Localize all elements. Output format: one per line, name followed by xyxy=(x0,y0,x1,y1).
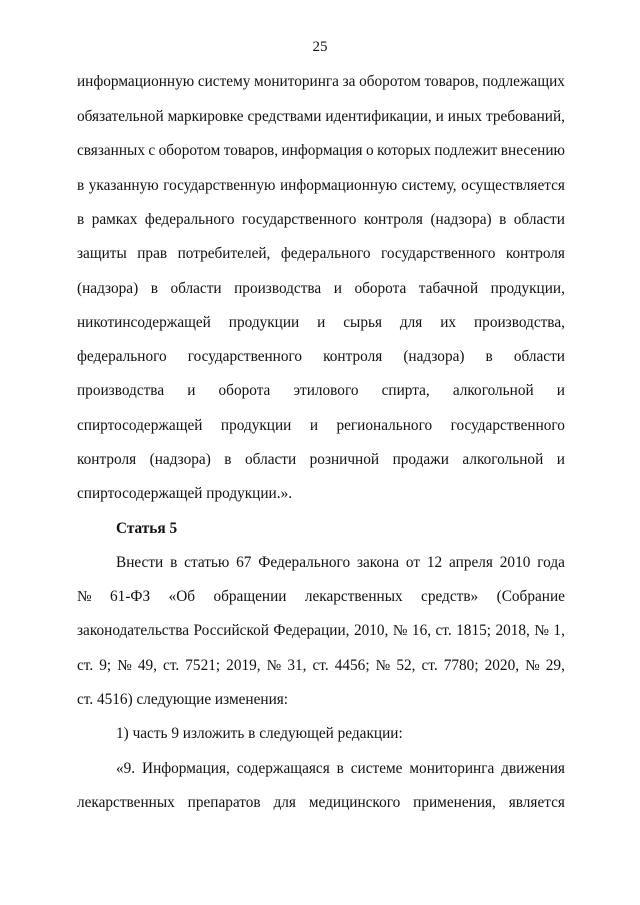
word: № xyxy=(392,622,408,639)
word: иных xyxy=(447,108,483,125)
word: регионального xyxy=(336,417,433,434)
word: статью xyxy=(184,554,230,571)
word: которых xyxy=(377,142,431,159)
word: производства, xyxy=(474,314,565,331)
word: 4456; xyxy=(334,657,370,674)
word: ст. xyxy=(312,657,329,674)
word: федерального xyxy=(280,245,371,262)
word: маркировке xyxy=(167,108,244,125)
word: 52, xyxy=(396,657,416,674)
word: розничной xyxy=(309,451,380,468)
word: в xyxy=(224,451,232,468)
word: ст. xyxy=(163,657,180,674)
word: в xyxy=(336,760,344,777)
word: содержащаяся xyxy=(236,760,330,777)
word: 2010 xyxy=(499,554,531,571)
word: области xyxy=(513,348,565,365)
word: 2020, xyxy=(484,657,520,674)
word: 16, xyxy=(411,622,432,639)
text-line xyxy=(77,210,565,230)
word: «9. xyxy=(116,760,136,777)
word: сырья xyxy=(343,314,382,331)
word: спирта, xyxy=(381,382,430,399)
word: их xyxy=(440,314,457,331)
word: № xyxy=(375,657,391,674)
word: области xyxy=(245,451,297,468)
word: 2010, xyxy=(353,622,389,639)
word: продукции xyxy=(228,314,300,331)
text-line xyxy=(116,759,565,779)
word: закона xyxy=(356,554,400,571)
word: ст. xyxy=(77,657,94,674)
word: 7780; xyxy=(443,657,479,674)
word: с xyxy=(148,142,156,159)
word: применения, xyxy=(413,794,496,811)
word: № xyxy=(117,657,132,674)
word: контроля xyxy=(505,245,565,262)
word: государственную xyxy=(163,177,276,194)
word: за xyxy=(342,73,356,90)
word: 61-ФЗ xyxy=(110,588,151,605)
word: Внести xyxy=(116,554,164,571)
text-line: ст. 4516) следующие изменения: xyxy=(77,691,289,708)
word: 31, xyxy=(287,657,307,674)
word: в xyxy=(485,348,493,365)
word: внесению xyxy=(500,142,565,159)
word: оборотом xyxy=(359,73,421,90)
word: 2019, xyxy=(226,657,261,674)
text-line xyxy=(77,621,565,641)
text-line xyxy=(77,416,565,436)
text-line xyxy=(77,793,565,813)
word: в xyxy=(77,211,85,228)
word: (надзора) xyxy=(403,348,465,365)
word: осуществляется xyxy=(461,177,565,194)
text-line xyxy=(77,347,565,367)
word: никотинсодержащей xyxy=(77,314,211,331)
word: (Собрание xyxy=(496,588,565,605)
word: в xyxy=(150,280,158,297)
word: в xyxy=(170,554,178,571)
word: защиты xyxy=(77,245,127,262)
word: лекарственных xyxy=(77,794,175,811)
word: (надзора) xyxy=(149,451,211,468)
word: № xyxy=(525,657,540,674)
word: является xyxy=(508,794,565,811)
word: федерального xyxy=(77,348,167,365)
word: 67 xyxy=(236,554,252,571)
text-line: спиртосодержащей продукции.». xyxy=(77,485,293,502)
word: движения xyxy=(501,760,565,777)
word: (надзора) xyxy=(430,211,492,228)
word: и xyxy=(556,382,565,399)
word: 2018, xyxy=(495,622,530,639)
word: препаратов xyxy=(187,794,261,811)
word: законодательства xyxy=(77,622,190,639)
word: и xyxy=(435,108,444,125)
word: этилового xyxy=(293,382,359,399)
word: потребителей, xyxy=(177,245,271,262)
text-line xyxy=(77,244,565,264)
word: продажи xyxy=(392,451,449,468)
word: апреля xyxy=(449,554,493,571)
word: контроля xyxy=(323,348,383,365)
word: и xyxy=(333,280,342,297)
text-line xyxy=(77,141,565,161)
word: Федерального xyxy=(258,554,351,571)
word: Федерации, xyxy=(273,622,350,639)
word: 49, xyxy=(137,657,157,674)
word: информационную xyxy=(279,177,398,194)
word: в xyxy=(77,177,85,194)
word: систему xyxy=(197,73,251,90)
word: государственного xyxy=(242,211,357,228)
word: системе xyxy=(350,760,403,777)
word: 1815; xyxy=(456,622,491,639)
word: № xyxy=(77,588,92,605)
word: требований, xyxy=(486,108,565,125)
text-line xyxy=(77,279,565,299)
word: подлежит xyxy=(434,142,498,159)
word: информация xyxy=(281,142,363,159)
word: производства xyxy=(234,280,322,297)
page-number: 25 xyxy=(312,39,328,55)
text-line xyxy=(77,656,565,676)
text-line xyxy=(77,450,565,470)
word: товаров, xyxy=(223,142,279,159)
word: подлежащих xyxy=(482,73,565,90)
word: 9; xyxy=(99,657,112,674)
word: прав xyxy=(137,245,168,262)
word: обязательной xyxy=(77,108,164,125)
word: товаров, xyxy=(424,73,479,90)
word: систему, xyxy=(401,177,457,194)
word: для xyxy=(273,794,296,811)
text-line xyxy=(116,553,565,573)
text-line xyxy=(77,72,565,92)
word: 12 xyxy=(426,554,443,571)
text-line xyxy=(77,587,565,607)
word: средствами xyxy=(247,108,322,125)
word: контроля xyxy=(77,451,137,468)
word: лекарственных xyxy=(304,588,403,605)
word: Российской xyxy=(193,622,269,639)
word: продукции xyxy=(220,417,292,434)
text-line xyxy=(77,313,565,333)
word: ст. xyxy=(435,622,452,639)
word: табачной xyxy=(418,280,479,297)
word: 7521; xyxy=(185,657,221,674)
word: производства xyxy=(77,382,165,399)
word: связанных xyxy=(77,142,145,159)
word: средств» xyxy=(421,588,479,605)
word: государственного xyxy=(187,348,303,365)
word: контроля xyxy=(363,211,423,228)
word: спиртосодержащей xyxy=(77,417,203,434)
word: ст. xyxy=(421,657,438,674)
list-item: 1) часть 9 изложить в следующей редакции: xyxy=(116,725,403,742)
word: идентификации, xyxy=(325,108,432,125)
word: государственного xyxy=(450,417,565,434)
word: 29, xyxy=(545,657,565,674)
word: федерального xyxy=(144,211,235,228)
word: алкогольной xyxy=(452,382,534,399)
word: и xyxy=(187,382,196,399)
word: указанную xyxy=(88,177,159,194)
word: Информация, xyxy=(142,760,230,777)
word: области xyxy=(513,211,565,228)
word: от xyxy=(405,554,421,571)
word: мониторинга xyxy=(254,73,339,90)
word: и xyxy=(556,451,565,468)
word: алкогольной xyxy=(462,451,544,468)
word: продукции, xyxy=(490,280,565,297)
word: государственного xyxy=(380,245,496,262)
word: оборотом xyxy=(158,142,221,159)
word: «Об xyxy=(168,588,196,605)
word: и xyxy=(309,417,319,434)
word: мониторинга xyxy=(409,760,495,777)
word: для xyxy=(399,314,423,331)
word: обращении xyxy=(213,588,287,605)
word: о xyxy=(366,142,374,159)
word: (надзора) xyxy=(77,280,139,297)
word: оборота xyxy=(354,280,407,297)
word: области xyxy=(170,280,222,297)
text-line xyxy=(77,381,565,401)
word: № xyxy=(266,657,282,674)
text-line xyxy=(77,107,565,127)
word: оборота xyxy=(218,382,271,399)
word: медицинского xyxy=(308,794,401,811)
word: информационную xyxy=(77,73,195,90)
word: года xyxy=(537,554,565,571)
word: рамках xyxy=(91,211,138,228)
word: 1, xyxy=(553,622,565,639)
word: и xyxy=(317,314,326,331)
text-line xyxy=(77,176,565,196)
article-heading: Статья 5 xyxy=(116,520,178,537)
word: в xyxy=(499,211,507,228)
word: № xyxy=(534,622,549,639)
